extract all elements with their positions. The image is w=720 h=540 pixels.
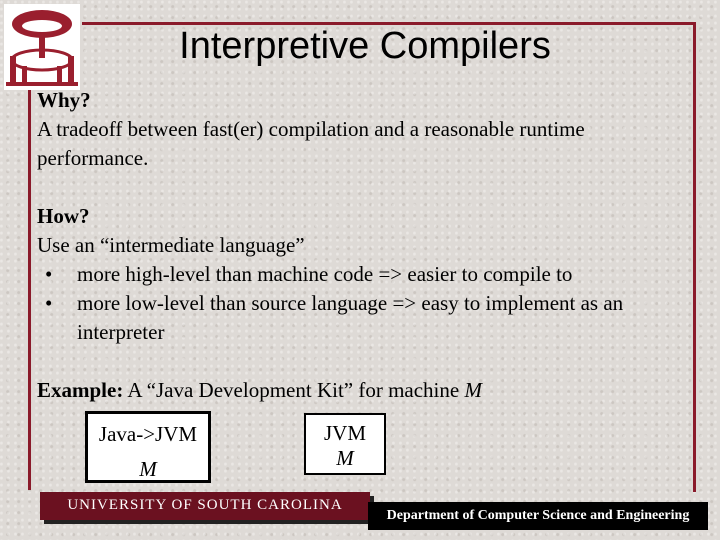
interpreter-box-machine: M (336, 446, 354, 470)
how-text: Use an “intermediate language” (37, 233, 305, 257)
frame-right-border (693, 22, 696, 492)
bullet-dot-icon: • (45, 262, 53, 286)
compiler-tdiagram-box (85, 411, 211, 483)
compiler-box-machine: M (139, 457, 157, 481)
department-footer: Department of Computer Science and Engineering (368, 502, 708, 530)
example-machine: M (464, 378, 482, 402)
bullet-text: more high-level than machine code => easier to compile to (77, 262, 573, 286)
slide-body (37, 86, 687, 405)
bullet-item (37, 289, 687, 347)
why-heading: Why? (37, 88, 91, 112)
slide-title: Interpretive Compilers (179, 25, 551, 67)
university-footer: UNIVERSITY OF SOUTH CAROLINA (40, 492, 370, 520)
compiler-box-translation: Java->JVM (98, 422, 198, 446)
palmetto-tree-logo-icon (4, 4, 80, 90)
example-text: A “Java Development Kit” for machine (123, 378, 465, 402)
bullet-dot-icon: • (45, 291, 53, 315)
example-label: Example: (37, 378, 124, 402)
frame-left-border (28, 90, 31, 490)
interpreter-box (304, 413, 386, 475)
interpreter-box-language: JVM (323, 421, 366, 445)
how-heading: How? (37, 204, 90, 228)
bullet-text: more low-level than source language => easy to implement as an interpreter (77, 291, 624, 344)
bullet-item (37, 260, 687, 289)
example-line (37, 376, 687, 405)
why-text: A tradeoff between fast(er) compilation and a reasonable runtime performance. (37, 117, 585, 170)
